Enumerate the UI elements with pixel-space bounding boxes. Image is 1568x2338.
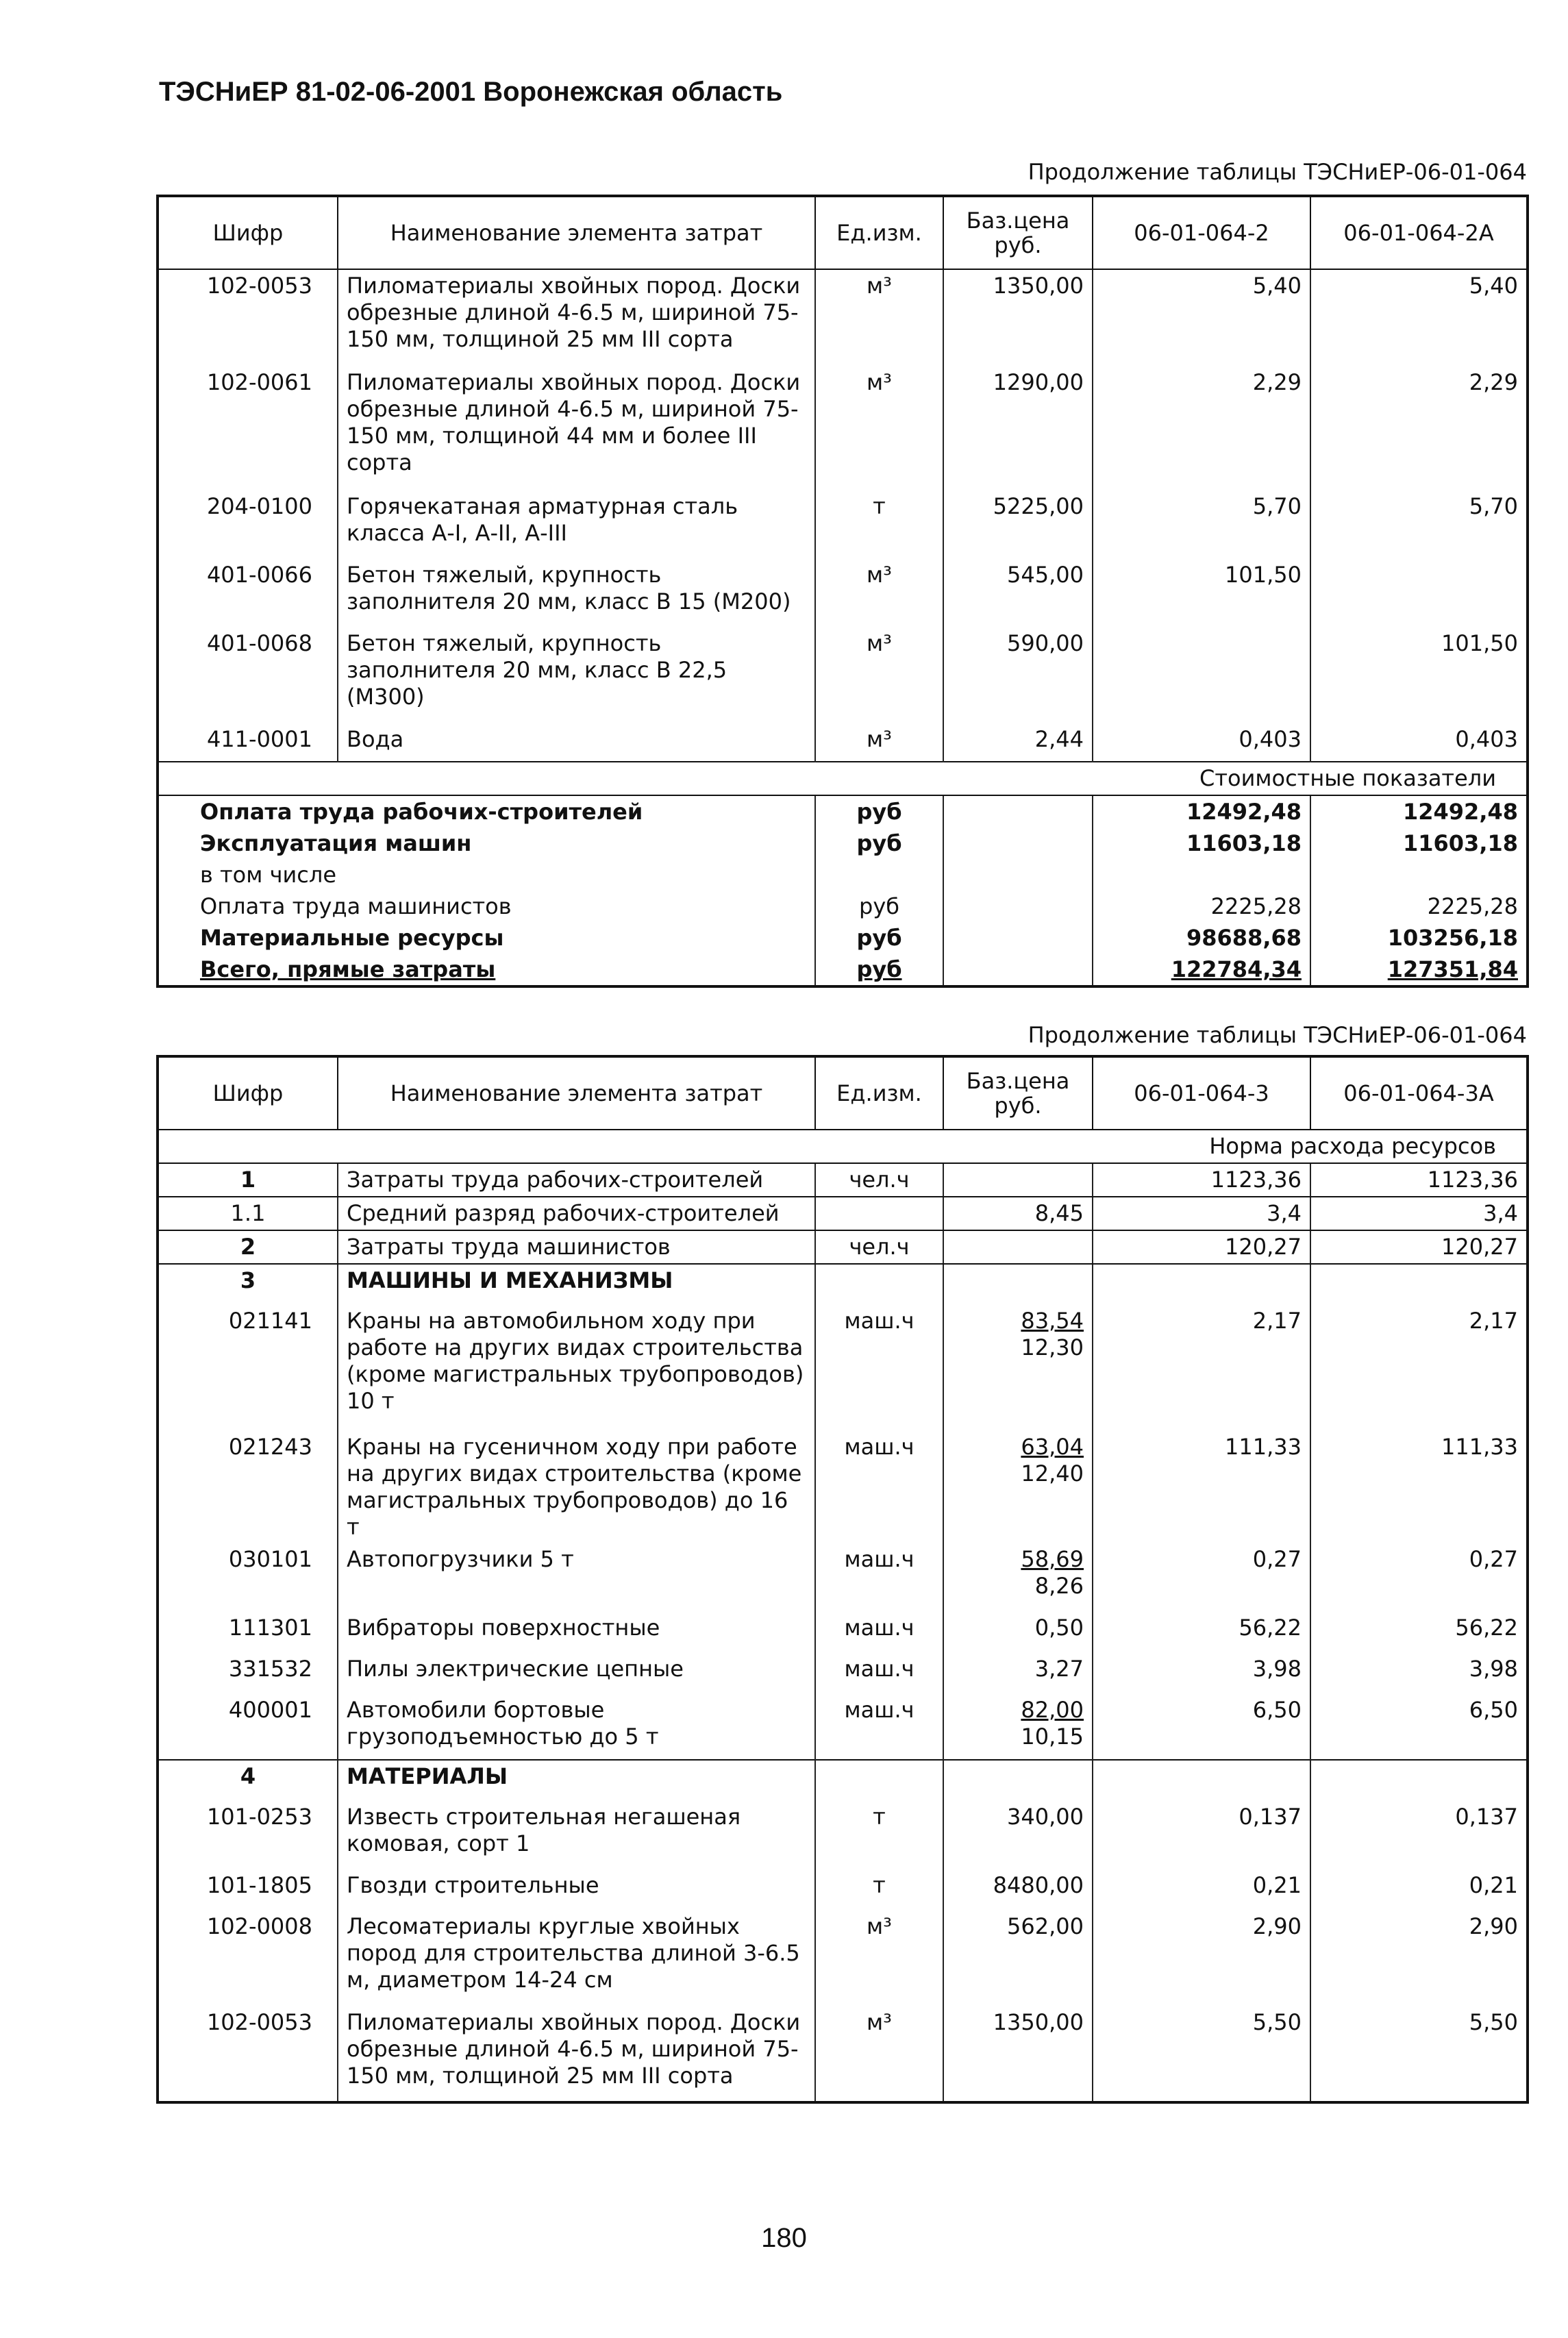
price-secondary: 10,15 bbox=[1021, 1724, 1084, 1750]
cell-name: Бетон тяжелый, крупность заполнителя 20 мм, класс В 15 (М200) bbox=[338, 559, 815, 627]
summary-label: Оплата труда рабочих-строителей bbox=[158, 795, 815, 828]
cell-v2: 6,50 bbox=[1310, 1694, 1528, 1760]
cell-v2: 2,29 bbox=[1310, 366, 1528, 490]
cell-v1: 6,50 bbox=[1093, 1694, 1310, 1760]
cell-code: 401-0066 bbox=[158, 559, 338, 627]
cell-code: 030101 bbox=[158, 1543, 338, 1612]
cell-unit: чел.ч bbox=[815, 1163, 943, 1197]
cell-unit: маш.ч bbox=[815, 1612, 943, 1653]
cell-code: 111301 bbox=[158, 1612, 338, 1653]
cell-v2: 56,22 bbox=[1310, 1612, 1528, 1653]
price-base: 63,04 bbox=[1021, 1434, 1084, 1460]
cell-price: 1350,00 bbox=[943, 2006, 1093, 2102]
table-row bbox=[158, 1230, 1528, 1264]
table2 bbox=[156, 1055, 1529, 2104]
cell-v2: 1123,36 bbox=[1310, 1163, 1528, 1197]
cell-unit: маш.ч bbox=[815, 1653, 943, 1694]
col-header-price: Баз.цена руб. bbox=[943, 196, 1093, 269]
cell-price: 0,50 bbox=[943, 1612, 1093, 1653]
table-row bbox=[158, 627, 1528, 723]
cell-v1: 0,137 bbox=[1093, 1801, 1310, 1869]
cell-price bbox=[943, 1694, 1093, 1760]
summary-v2: 127351,84 bbox=[1310, 954, 1528, 986]
col-header-code: Шифр bbox=[158, 1056, 338, 1130]
col-header-unit: Ед.изм. bbox=[815, 1056, 943, 1130]
cell-price: 340,00 bbox=[943, 1801, 1093, 1869]
cell-name: Краны на автомобильном ходу при работе на других видах строительства (кроме магистральных трубопроводов) 10 т bbox=[338, 1305, 815, 1431]
cell-v1: 2,29 bbox=[1093, 366, 1310, 490]
cell-price: 3,27 bbox=[943, 1653, 1093, 1694]
cell-v2: 0,21 bbox=[1310, 1869, 1528, 1911]
col-header-name: Наименование элемента затрат bbox=[338, 196, 815, 269]
cell-unit: т bbox=[815, 1801, 943, 1869]
cell-unit: м³ bbox=[815, 723, 943, 762]
summary-v1: 12492,48 bbox=[1093, 795, 1310, 828]
cell-unit: т bbox=[815, 490, 943, 559]
cell-name: Затраты труда рабочих-строителей bbox=[338, 1163, 815, 1197]
summary-empty bbox=[943, 891, 1093, 922]
section-empty bbox=[815, 1760, 943, 1801]
table-row bbox=[158, 2006, 1528, 2102]
table-row bbox=[158, 1163, 1528, 1197]
section-code: 3 bbox=[158, 1264, 338, 1305]
cell-unit: м³ bbox=[815, 559, 943, 627]
cell-code: 101-0253 bbox=[158, 1801, 338, 1869]
table-row bbox=[158, 1869, 1528, 1911]
summary-v1: 98688,68 bbox=[1093, 922, 1310, 954]
norm-section-row bbox=[158, 1130, 1528, 1163]
section-empty bbox=[1093, 1264, 1310, 1305]
table-row bbox=[158, 559, 1528, 627]
summary-label: Эксплуатация машин bbox=[158, 828, 815, 859]
cell-v1: 5,70 bbox=[1093, 490, 1310, 559]
cell-code: 1.1 bbox=[158, 1197, 338, 1230]
cell-v1: 3,98 bbox=[1093, 1653, 1310, 1694]
summary-v2: 103256,18 bbox=[1310, 922, 1528, 954]
cell-name: Пилы электрические цепные bbox=[338, 1653, 815, 1694]
cost-section-row bbox=[158, 762, 1528, 795]
cell-v2: 5,40 bbox=[1310, 269, 1528, 366]
cell-code: 021243 bbox=[158, 1431, 338, 1543]
table-row bbox=[158, 1612, 1528, 1653]
summary-v2: 2225,28 bbox=[1310, 891, 1528, 922]
cell-v2: 5,70 bbox=[1310, 490, 1528, 559]
summary-row bbox=[158, 954, 1528, 986]
table-row bbox=[158, 1694, 1528, 1760]
summary-label: Материальные ресурсы bbox=[158, 922, 815, 954]
cell-code: 331532 bbox=[158, 1653, 338, 1694]
section-title: МАТЕРИАЛЫ bbox=[338, 1760, 815, 1801]
summary-empty bbox=[943, 922, 1093, 954]
table2-continuation-caption: Продолжение таблицы ТЭСНиЕР-06-01-064 bbox=[1028, 1022, 1527, 1048]
summary-unit: руб bbox=[815, 922, 943, 954]
cell-code: 102-0061 bbox=[158, 366, 338, 490]
cell-code: 021141 bbox=[158, 1305, 338, 1431]
cell-unit: маш.ч bbox=[815, 1305, 943, 1431]
table-row bbox=[158, 366, 1528, 490]
cell-v2: 111,33 bbox=[1310, 1431, 1528, 1543]
table-row bbox=[158, 1543, 1528, 1612]
cell-price: 2,44 bbox=[943, 723, 1093, 762]
cell-v1: 111,33 bbox=[1093, 1431, 1310, 1543]
cell-unit: чел.ч bbox=[815, 1230, 943, 1264]
table-row bbox=[158, 269, 1528, 366]
cell-unit: маш.ч bbox=[815, 1694, 943, 1760]
cell-v1: 56,22 bbox=[1093, 1612, 1310, 1653]
section-empty bbox=[943, 1760, 1093, 1801]
summary-v2: 12492,48 bbox=[1310, 795, 1528, 828]
page-number: 180 bbox=[761, 2223, 807, 2253]
cell-price bbox=[943, 1431, 1093, 1543]
summary-empty bbox=[943, 828, 1093, 859]
summary-label: Всего, прямые затраты bbox=[158, 954, 815, 986]
cell-code: 204-0100 bbox=[158, 490, 338, 559]
col-header-v2: 06-01-064-3А bbox=[1310, 1056, 1528, 1130]
cell-v2: 0,403 bbox=[1310, 723, 1528, 762]
summary-row bbox=[158, 859, 1528, 891]
summary-label: Оплата труда машинистов bbox=[158, 891, 815, 922]
cell-unit: м³ bbox=[815, 1911, 943, 2006]
summary-row bbox=[158, 795, 1528, 828]
summary-unit: руб bbox=[815, 795, 943, 828]
cell-v2: 0,27 bbox=[1310, 1543, 1528, 1612]
cell-v1: 3,4 bbox=[1093, 1197, 1310, 1230]
cell-price bbox=[943, 1163, 1093, 1197]
cell-price: 8,45 bbox=[943, 1197, 1093, 1230]
cell-name: Бетон тяжелый, крупность заполнителя 20 мм, класс В 22,5 (М300) bbox=[338, 627, 815, 723]
cell-price bbox=[943, 1543, 1093, 1612]
table-row bbox=[158, 1911, 1528, 2006]
cell-v1: 0,27 bbox=[1093, 1543, 1310, 1612]
cell-v1: 120,27 bbox=[1093, 1230, 1310, 1264]
cell-unit: м³ bbox=[815, 627, 943, 723]
cell-price: 5225,00 bbox=[943, 490, 1093, 559]
cell-name: Вода bbox=[338, 723, 815, 762]
cell-v1: 2,17 bbox=[1093, 1305, 1310, 1431]
cell-price bbox=[943, 1230, 1093, 1264]
cell-v2: 120,27 bbox=[1310, 1230, 1528, 1264]
cell-name: Лесоматериалы круглые хвойных пород для строительства длиной 3-6.5 м, диаметром 14-24 см bbox=[338, 1911, 815, 2006]
table-row bbox=[158, 1801, 1528, 1869]
cell-price: 562,00 bbox=[943, 1911, 1093, 2006]
price-base: 83,54 bbox=[1021, 1308, 1084, 1334]
col-header-unit: Ед.изм. bbox=[815, 196, 943, 269]
cell-name: Автомобили бортовые грузоподъемностью до 5 т bbox=[338, 1694, 815, 1760]
price-secondary: 12,30 bbox=[1021, 1334, 1084, 1360]
col-header-code: Шифр bbox=[158, 196, 338, 269]
cell-v1: 5,40 bbox=[1093, 269, 1310, 366]
summary-unit bbox=[815, 859, 943, 891]
table-row bbox=[158, 1431, 1528, 1543]
cell-v1: 5,50 bbox=[1093, 2006, 1310, 2102]
price-secondary: 8,26 bbox=[1034, 1573, 1084, 1599]
cell-v1: 1123,36 bbox=[1093, 1163, 1310, 1197]
col-header-price: Баз.цена руб. bbox=[943, 1056, 1093, 1130]
cell-code: 2 bbox=[158, 1230, 338, 1264]
summary-unit: руб bbox=[815, 954, 943, 986]
summary-v1: 11603,18 bbox=[1093, 828, 1310, 859]
cell-code: 411-0001 bbox=[158, 723, 338, 762]
table1-continuation-caption: Продолжение таблицы ТЭСНиЕР-06-01-064 bbox=[1028, 159, 1527, 185]
cell-price: 545,00 bbox=[943, 559, 1093, 627]
price-base: 58,69 bbox=[1021, 1546, 1084, 1572]
col-header-v1: 06-01-064-2 bbox=[1093, 196, 1310, 269]
materials-section-row bbox=[158, 1760, 1528, 1801]
summary-unit: руб bbox=[815, 891, 943, 922]
summary-row bbox=[158, 891, 1528, 922]
cell-code: 102-0053 bbox=[158, 2006, 338, 2102]
cell-code: 400001 bbox=[158, 1694, 338, 1760]
cell-v2: 3,4 bbox=[1310, 1197, 1528, 1230]
summary-v1: 122784,34 bbox=[1093, 954, 1310, 986]
cell-name: Пиломатериалы хвойных пород. Доски обрезные длиной 4-6.5 м, шириной 75-150 мм, толщиной 25 мм III сорта bbox=[338, 269, 815, 366]
cell-v2: 2,17 bbox=[1310, 1305, 1528, 1431]
cell-code: 401-0068 bbox=[158, 627, 338, 723]
price-secondary: 12,40 bbox=[1021, 1460, 1084, 1487]
section-empty bbox=[1310, 1760, 1528, 1801]
section-empty bbox=[815, 1264, 943, 1305]
cell-v1: 0,403 bbox=[1093, 723, 1310, 762]
cell-v1: 0,21 bbox=[1093, 1869, 1310, 1911]
cell-name: Гвозди строительные bbox=[338, 1869, 815, 1911]
cell-price: 590,00 bbox=[943, 627, 1093, 723]
cell-name: Известь строительная негашеная комовая, сорт 1 bbox=[338, 1801, 815, 1869]
table-row bbox=[158, 1197, 1528, 1230]
cell-price: 1290,00 bbox=[943, 366, 1093, 490]
table-row bbox=[158, 1653, 1528, 1694]
cell-unit: м³ bbox=[815, 269, 943, 366]
summary-empty bbox=[943, 954, 1093, 986]
cell-v1: 2,90 bbox=[1093, 1911, 1310, 2006]
summary-row bbox=[158, 922, 1528, 954]
summary-v2: 11603,18 bbox=[1310, 828, 1528, 859]
summary-label: в том числе bbox=[158, 859, 815, 891]
cell-name: Автопогрузчики 5 т bbox=[338, 1543, 815, 1612]
section-empty bbox=[1093, 1760, 1310, 1801]
cell-v2 bbox=[1310, 559, 1528, 627]
cell-unit: м³ bbox=[815, 2006, 943, 2102]
cell-unit: маш.ч bbox=[815, 1543, 943, 1612]
cell-v1: 101,50 bbox=[1093, 559, 1310, 627]
cell-price bbox=[943, 1305, 1093, 1431]
norm-section-label: Норма расхода ресурсов bbox=[158, 1130, 1528, 1163]
cell-name: Пиломатериалы хвойных пород. Доски обрезные длиной 4-6.5 м, шириной 75-150 мм, толщиной 44 мм и более III сорта bbox=[338, 366, 815, 490]
cell-v2: 3,98 bbox=[1310, 1653, 1528, 1694]
table-row bbox=[158, 490, 1528, 559]
cell-name: Пиломатериалы хвойных пород. Доски обрезные длиной 4-6.5 м, шириной 75-150 мм, толщиной 25 мм III сорта bbox=[338, 2006, 815, 2102]
col-header-v2: 06-01-064-2А bbox=[1310, 196, 1528, 269]
summary-v2 bbox=[1310, 859, 1528, 891]
table1 bbox=[156, 195, 1529, 988]
summary-v1 bbox=[1093, 859, 1310, 891]
cell-name: Затраты труда машинистов bbox=[338, 1230, 815, 1264]
machines-section-row bbox=[158, 1264, 1528, 1305]
cell-name: Краны на гусеничном ходу при работе на других видах строительства (кроме магистральных трубопроводов) до 16 т bbox=[338, 1431, 815, 1543]
summary-row bbox=[158, 828, 1528, 859]
table-row bbox=[158, 1305, 1528, 1431]
cell-v2: 2,90 bbox=[1310, 1911, 1528, 2006]
cell-name: Горячекатаная арматурная сталь класса А-I, А-II, А-III bbox=[338, 490, 815, 559]
col-header-name: Наименование элемента затрат bbox=[338, 1056, 815, 1130]
page-title: ТЭСНиЕР 81-02-06-2001 Воронежская область bbox=[159, 77, 783, 107]
cell-v2: 0,137 bbox=[1310, 1801, 1528, 1869]
summary-empty bbox=[943, 859, 1093, 891]
section-empty bbox=[1310, 1264, 1528, 1305]
cell-code: 102-0053 bbox=[158, 269, 338, 366]
cell-code: 102-0008 bbox=[158, 1911, 338, 2006]
cell-code: 101-1805 bbox=[158, 1869, 338, 1911]
cell-unit: м³ bbox=[815, 366, 943, 490]
cell-price: 1350,00 bbox=[943, 269, 1093, 366]
cell-unit: маш.ч bbox=[815, 1431, 943, 1543]
cell-code: 1 bbox=[158, 1163, 338, 1197]
summary-empty bbox=[943, 795, 1093, 828]
section-title: МАШИНЫ И МЕХАНИЗМЫ bbox=[338, 1264, 815, 1305]
cell-unit bbox=[815, 1197, 943, 1230]
cell-price: 8480,00 bbox=[943, 1869, 1093, 1911]
cell-v2: 5,50 bbox=[1310, 2006, 1528, 2102]
cell-unit: т bbox=[815, 1869, 943, 1911]
summary-unit: руб bbox=[815, 828, 943, 859]
cell-v1 bbox=[1093, 627, 1310, 723]
cost-section-label: Стоимостные показатели bbox=[158, 762, 1528, 795]
section-code: 4 bbox=[158, 1760, 338, 1801]
price-base: 82,00 bbox=[1021, 1697, 1084, 1723]
cell-name: Вибраторы поверхностные bbox=[338, 1612, 815, 1653]
cell-name: Средний разряд рабочих-строителей bbox=[338, 1197, 815, 1230]
table1-header-row bbox=[158, 196, 1528, 269]
col-header-v1: 06-01-064-3 bbox=[1093, 1056, 1310, 1130]
summary-v1: 2225,28 bbox=[1093, 891, 1310, 922]
cell-v2: 101,50 bbox=[1310, 627, 1528, 723]
table2-header-row bbox=[158, 1056, 1528, 1130]
section-empty bbox=[943, 1264, 1093, 1305]
table-row bbox=[158, 723, 1528, 762]
